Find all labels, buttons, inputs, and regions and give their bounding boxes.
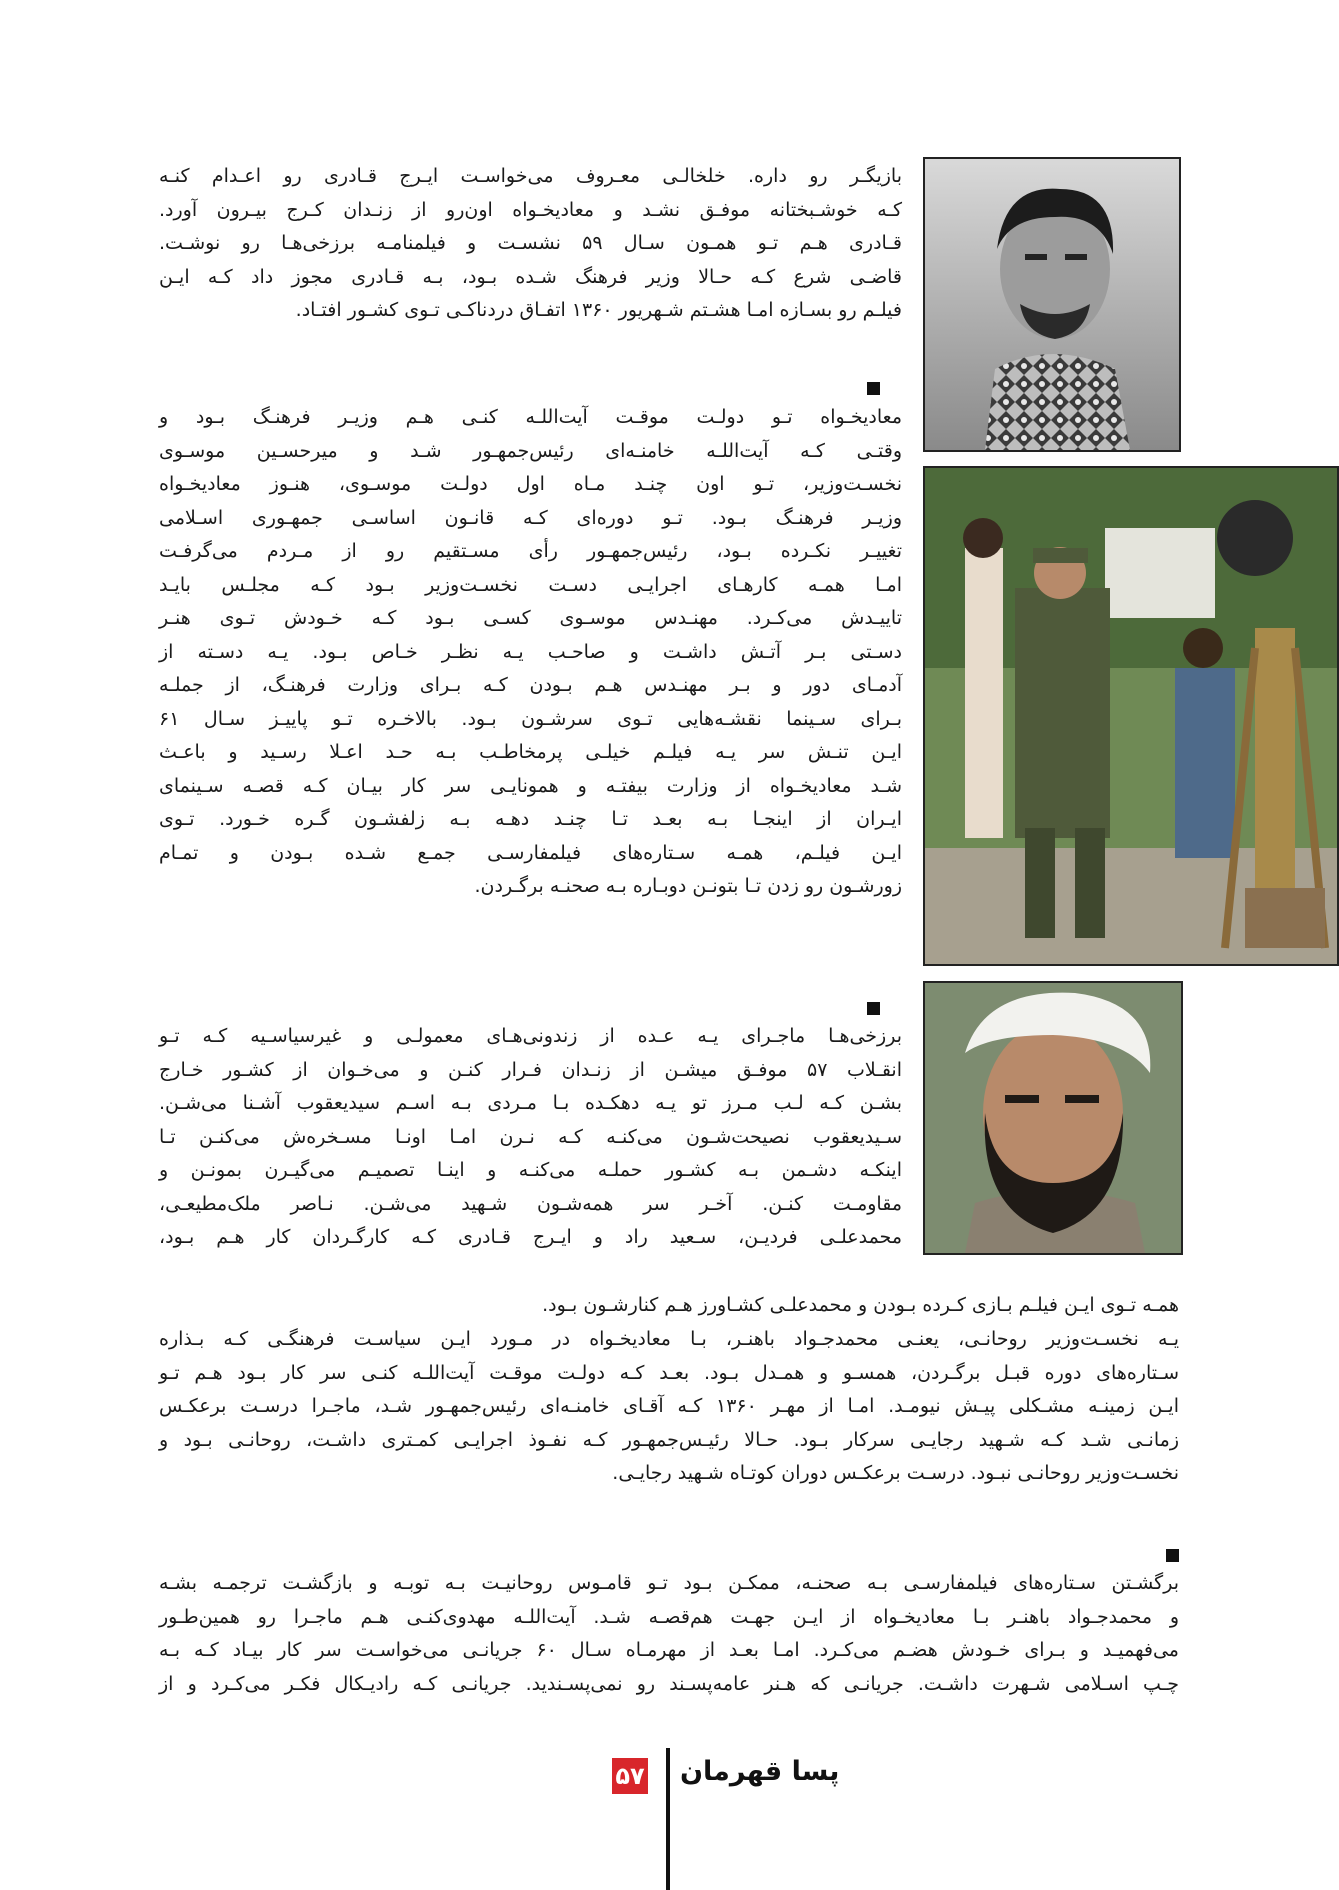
paragraph-line: برزخی‌هـا ماجـرای یـه عـده از زندونی‌هـای معمولـی و غیرسیاسـیه کـه تـو [159, 1025, 902, 1047]
paragraph-line: زورشـون رو زدن تـا بتونـن دوبـاره بـه صحنـه برگـردن. [474, 875, 902, 897]
paragraph-line: تاییـدش می‌کـرد. مهنـدس موسـوی کسـی بـود کـه خـودش تـوی هنـر [159, 607, 902, 629]
paragraph-line: کـه خوشـبختانه موفـق نشـد و معادیخـواه اون‌رو از زنـدان کـرج بیـرون آورد. [159, 198, 902, 221]
paragraph-line: ایـن فیلـم، همـه سـتاره‌های فیلمفارسـی جمـع شـده بـودن و تمـام [159, 841, 902, 864]
paragraph-line: شـد معادیخـواه از وزارت بیفتـه و همونایـی سر کار بیـان کـه قصـه سـینمای [159, 774, 902, 797]
paragraph-line: فیلـم رو بسـازه امـا هشـتم شـهریور ۱۳۶۰ اتفـاق دردناکـی تـوی کشـور افتـاد. [295, 299, 902, 321]
paragraph-1 [159, 160, 902, 328]
paragraph-line: آدمـای دور و بـر مهنـدس هـم بـودن کـه بـرای وزارت فرهنـگ، از جملـه [159, 674, 902, 696]
actor-portrait-image [925, 159, 1179, 450]
paragraph-line: چـپ اسـلامی شـهرت داشـت. جریانـی که هـنر عامه‌پسـند رو نمی‌پسـندید. جریانـی کـه رادیـکال فکـر می‌کـرد و از [159, 1672, 1179, 1695]
paragraph-line: بـرای سـینما نقشـه‌هایی تـوی سرشـون بـود. بالاخـره تـو پاییـز سـال ۶۱ [159, 707, 902, 730]
paragraph-line: اینکـه دشـمن بـه کشـور حملـه می‌کنـه و اینـا تصمیـم می‌گیـرن بمونـن و [159, 1159, 902, 1181]
paragraph-line: یـه نخسـت‌وزیر روحانـی، یعنـی محمدجـواد باهنـر، بـا معادیخـواه در مـورد ایـن سیاسـت فرهنگـی کـه بـذاره [159, 1328, 1179, 1350]
paragraph-line: بشـن کـه لـب مـرز تو یـه دهکـده بـا مـردی بـه اسـم سیدیعقوب آشـنا می‌شـن. [159, 1092, 902, 1114]
paragraph-line: محمدعلـی فردیـن، سـعید راد و ایـرج قـادری کـه کارگـردان کار هـم بـود، [159, 1226, 902, 1248]
paragraph-2 [159, 401, 902, 904]
section-bullet [867, 1002, 880, 1015]
paragraph-5 [159, 1567, 1179, 1701]
paragraph-line: نخسـت‌وزیر، تـو اون چنـد مـاه اول دولـت موسـوی، هنـوز معادیخـواه [159, 473, 902, 495]
paragraph-line: مقاومـت کنـن. آخـر سر همه‌شـون شـهید می‌شـن. نـاصر ملک‌مطیعـی، [159, 1192, 902, 1215]
paragraph-line: می‌فهمیـد و بـرای خـودش هضـم می‌کـرد. امـا بعـد از مهرمـاه سـال ۶۰ جریانـی می‌خواسـت سر کار بیـاد کـه بـه [159, 1639, 1179, 1661]
photo-actor-portrait [923, 157, 1181, 452]
paragraph-line: نخسـت‌وزیر روحانـی نبـود. درسـت برعکـس دوران کوتـاه شـهید رجایـی. [612, 1462, 1179, 1484]
paragraph-line: قاضـی شرع کـه حـالا وزیر فرهنگ شـده بـود، بـه قـادری مجوز داد کـه ایـن [159, 265, 902, 288]
paragraph-line: سـتاره‌های دوره قبـل برگـردن، همسـو و همـدل بـود. بعـد کـه دولـت موقـت آیت‌اللـه کنـی سر کار بـود هـم تـو [159, 1361, 1179, 1384]
paragraph-line: زمانـی شـد کـه شـهید رجایـی سرکار بـود. حـالا رئیـس‌جمهـور کـه نفـوذ اجرایـی کمـتری داشـت، روحانـی بـود و [159, 1428, 1179, 1451]
magazine-title: پسا قهرمان [680, 1756, 840, 1787]
paragraph-line: دسـتی بـر آتـش داشـت و صاحـب یـه نظـر خـاص بـود. یـه دسـته از [159, 640, 902, 663]
paragraph-3 [159, 1020, 902, 1255]
section-bullet [1166, 1549, 1179, 1562]
page-number-badge: ۵۷ [612, 1758, 648, 1794]
footer-divider [666, 1748, 670, 1890]
paragraph-line: قـادری هـم تـو همـون سـال ۵۹ نشسـت و فیلمنامـه برزخی‌هـا رو نوشـت. [159, 232, 902, 254]
paragraph-line: وزیـر فرهنـگ بـود. تـو دوره‌ای کـه قانـون اساسـی جمهـوری اسـلامی [159, 506, 902, 529]
paragraph-line: برگشـتن سـتاره‌های فیلمفارسـی بـه صحنـه، ممکـن بـود تـو قامـوس روحانیـت بـه توبـه و بازگشـت ترجمـه بشـه [159, 1572, 1179, 1594]
photo-cleric-portrait [923, 981, 1183, 1255]
paragraph-line: وقتـی کـه آیت‌اللـه خامنـه‌ای رئیس‌جمهـور شـد و میرحسـین موسـوی [159, 439, 902, 462]
paragraph-line: سـیدیعقوب نصیحت‌شـون می‌کنـه کـه نـرن امـا اونـا مسـخره‌ش می‌کنـن تـا [159, 1125, 902, 1148]
paragraph-line: تغییـر نکـرده بـود، رئیس‌جمهـور رأی مسـتقیم رو از مـردم می‌گرفـت [159, 540, 902, 562]
photo-film-set [923, 466, 1339, 966]
paragraph-3-tail [159, 1289, 1179, 1323]
paragraph-line: همـه تـوی ایـن فیلـم بـازی کـرده بـودن و محمدعلـی کشـاورز هـم کنارشـون بـود. [542, 1294, 1179, 1316]
paragraph-line: ایـن زمینـه مشـکلی پیـش نیومـد. امـا از مهـر ۱۳۶۰ کـه آقـای خامنـه‌ای رئیس‌جمهـور شـد، ماجـرا درسـت برعکـس [159, 1395, 1179, 1417]
paragraph-line: ایـران از اینجـا بـه بعـد تـا چنـد دهـه بـه زلفشـون گـره خـورد. تـوی [159, 808, 902, 830]
paragraph-line: امـا همـه کارهـای اجرایـی دسـت نخسـت‌وزیر بـود کـه مجلـس بایـد [159, 573, 902, 596]
film-set-image [925, 468, 1337, 964]
section-bullet [867, 382, 880, 395]
paragraph-line: و محمدجـواد باهنـر بـا معادیخـواه از ایـن جهـت هم‌قصـه شـد. آیت‌اللـه مهدوی‌کنـی هـم ماجـرا رو همین‌طـور [159, 1605, 1179, 1628]
paragraph-line: ایـن تنـش سر یـه فیلـم خیلـی پرمخاطـب بـه حـد اعـلا رسـید و باعـث [159, 741, 902, 763]
paragraph-4 [159, 1323, 1179, 1491]
paragraph-line: انقـلاب ۵۷ موفـق میشـن از زنـدان فـرار کنـن و می‌خـوان از کشـور خـارج [159, 1058, 902, 1081]
cleric-portrait-image [925, 983, 1181, 1253]
paragraph-line: بازیگـر رو داره. خلخالـی معـروف می‌خواسـت ایـرج قـادری رو اعـدام کنـه [159, 165, 902, 187]
paragraph-line: معادیخـواه تـو دولـت موقـت آیت‌اللـه کنـی هـم وزیـر فرهنـگ بـود و [159, 406, 902, 428]
